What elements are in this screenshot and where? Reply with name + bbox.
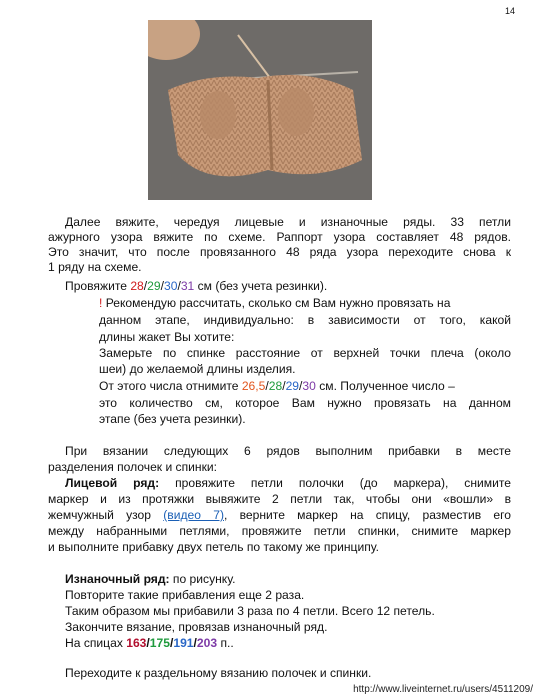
note-line2: данном этапе, индивидуально: в зависимости от того, какой xyxy=(99,313,511,327)
note-line8: этапе (без учета резинки). xyxy=(99,412,246,426)
sep: / xyxy=(169,636,174,650)
size-value-1: 28 xyxy=(130,279,144,293)
note-line4: Замерьте по спинке расстояние от верхней точки плеча (около xyxy=(99,346,511,360)
front-row-line2: маркер и из протяжки вывяжите 2 петли так, чтобы они «вошли» в xyxy=(48,492,511,506)
note-suffix: см. Полученное число – xyxy=(315,379,455,393)
sep: / xyxy=(265,379,269,393)
note-line1 xyxy=(99,296,450,311)
stitch-count-2: 175 xyxy=(149,636,170,650)
front-row-line3 xyxy=(48,508,511,523)
exclamation-icon: ! xyxy=(99,296,103,310)
knit-prefix: Провяжите xyxy=(65,279,131,293)
measure-1: 26,5 xyxy=(241,379,266,393)
size-value-2: 29 xyxy=(147,279,161,293)
back-row-line1 xyxy=(65,572,235,587)
front-row-text: провяжите петли полочки (до маркера), снимите xyxy=(159,476,511,490)
front-row-suffix: , верните маркер на спицу, разместив его xyxy=(224,508,511,522)
measure-2: 28 xyxy=(268,379,283,393)
para2-line1: При вязании следующих 6 рядов выполним прибавки в месте xyxy=(65,444,511,458)
note-prefix: От этого числа отнимите xyxy=(99,379,242,393)
knitting-photo xyxy=(148,20,372,200)
front-row-line4: между набранными петлями, провяжите петли спинки, снимите маркер xyxy=(48,524,511,538)
front-row-prefix: жемчужный узор xyxy=(48,508,164,522)
sep: / xyxy=(146,636,150,650)
video-link[interactable]: (видео 7) xyxy=(163,508,224,522)
sep: / xyxy=(160,279,164,293)
stitch-count-3: 191 xyxy=(173,636,194,650)
measure-3: 29 xyxy=(285,379,300,393)
note-line6 xyxy=(99,379,455,394)
para1-line2: ажурного узора вяжите по схеме. Раппорт узора составляет 48 рядов. xyxy=(48,230,511,244)
measure-4: 30 xyxy=(302,379,316,393)
knit-suffix: см (без учета резинки). xyxy=(194,279,328,293)
sep: / xyxy=(299,379,303,393)
final-line: Переходите к раздельному вязанию полочек и спинки. xyxy=(65,666,372,680)
para2-line2: разделения полочек и спинки: xyxy=(48,460,217,474)
size-value-3: 30 xyxy=(163,279,178,293)
sep: / xyxy=(177,279,181,293)
stitch-count-4: 203 xyxy=(196,636,218,650)
size-value-4: 31 xyxy=(180,279,195,293)
front-row-line5: и выполните прибавку двух петель по такому же принципу. xyxy=(48,540,379,554)
note-line7: это количество см, которое Вам нужно провязать на данном xyxy=(99,396,511,410)
front-row-line1 xyxy=(65,476,511,491)
knit-instruction xyxy=(65,279,327,294)
note-text: Рекомендую рассчитать, сколько см Вам нужно провязать на xyxy=(102,296,451,310)
para1-line3: Это значит, что после провязанного 48 ряда узора переходите снова к xyxy=(48,245,511,259)
page-number: 14 xyxy=(504,6,515,16)
back-row-label: Изнаночный ряд: xyxy=(65,572,170,586)
sep: / xyxy=(143,279,148,293)
sep: / xyxy=(282,379,286,393)
note-line5: шеи) до желаемой длины изделия. xyxy=(99,362,296,376)
para1-line1: Далее вяжите, чередуя лицевые и изнаночные ряды. 33 петли xyxy=(65,215,511,229)
back-row-line5 xyxy=(65,636,234,651)
note-line3: длины жакет Вы хотите: xyxy=(99,330,235,344)
para1-line4: 1 ряду на схеме. xyxy=(48,260,142,274)
watermark-url[interactable]: http://www.liveinternet.ru/users/4511209/ xyxy=(353,684,533,695)
back-row-text: по рисунку. xyxy=(169,572,236,586)
back-row-line2: Повторите такие прибавления еще 2 раза. xyxy=(65,588,305,602)
stitch-prefix: На спицах xyxy=(65,636,127,650)
stitch-count-1: 163 xyxy=(126,636,147,650)
sep: / xyxy=(193,636,197,650)
back-row-line4: Закончите вязание, провязав изнаночный ряд. xyxy=(65,620,328,634)
front-row-label: Лицевой ряд: xyxy=(65,476,160,490)
back-row-line3: Таким образом мы прибавили 3 раза по 4 петли. Всего 12 петель. xyxy=(65,604,435,618)
stitch-suffix: п.. xyxy=(217,636,234,650)
